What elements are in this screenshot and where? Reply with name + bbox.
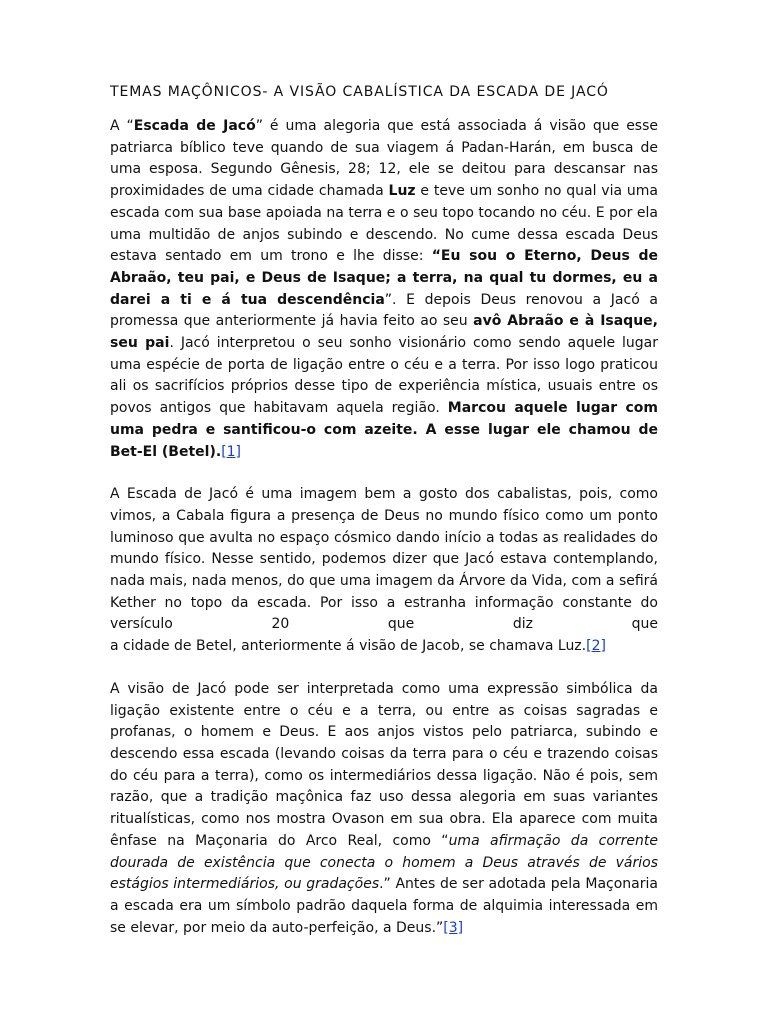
p1-bold-4: avô Abraão e à Isaque, seu pai: [110, 313, 658, 352]
p1-text-5: . Jacó interpretou o seu sonho visionário como sendo aquele lugar uma espécie de porta de ligação entre o céu e a terra. Por isso logo praticou ali os sacrifícios próprios desse tipo de experiência mística, usuais entre os povos antigos que habitavam aquela região.: [110, 335, 658, 417]
footnote-link-3[interactable]: [3]: [443, 919, 464, 936]
p3-text-1: A visão de Jacó pode ser interpretada como uma expressão simbólica da ligação existente entre o céu e a terra, ou entre as coisas sagradas e profanas, o homem e Deus. E aos anjos vistos pelo patriarca, subindo e descendo essa escada (levando coisas da terra para o céu e trazendo coisas do céu para a terra), como os intermediários dessa ligação. Não é pois, sem razão, que a tradição maçônica faz uso dessa alegoria em suas variantes ritualísticas, como nos mostra Ovason em sua obra. Ela aparece com muita ênfase na Maçonaria do Arco Real, como “: [110, 680, 658, 849]
p3-text-2: .” Antes de ser adotada pela Maçonaria a escada era um símbolo padrão daquela forma de alquimia interessada em se elevar, por meio da auto-perfeição, a Deus.”: [110, 876, 658, 936]
p1-bold-1: Escada de Jacó: [133, 118, 256, 134]
p1-text-1: A “: [110, 118, 134, 134]
document-title: TEMAS MAÇÔNICOS- A VISÃO CABALÍSTICA DA ESCADA DE JACÓ: [110, 84, 609, 100]
p1-bold-3: “Eu sou o Eterno, Deus de Abraão, teu pai, e Deus de Isaque; a terra, na qual tu dormes, eu a darei a ti e á tua descendência: [110, 248, 658, 308]
p1-text-3: e teve um sonho no qual via uma escada com sua base apoiada na terra e o seu topo tocando no céu. E por ela uma multidão de anjos subindo e descendo. No cume dessa escada Deus estava sentado em um trono e lhe disse:: [110, 183, 658, 265]
p1-text-2: ” é uma alegoria que está associada á visão que esse patriarca bíblico teve quando de sua viagem á Padan-Harán, em busca de uma esposa. Segundo Gênesis, 28; 12, ele se deitou para descansar nas proximidades de uma cidade chamada: [110, 118, 659, 200]
p3-italic-quote: uma afirmação da corrente dourada de existência que conecta o homem a Deus através de vários estágios intermediários, ou gradações: [110, 832, 658, 893]
p1-bold-5: Marcou aquele lugar com uma pedra e santificou-o com azeite. A esse lugar ele chamou de Bet-El (Betel).: [110, 400, 658, 460]
footnote-link-1[interactable]: [1]: [221, 443, 242, 460]
p2-text-1: A Escada de Jacó é uma imagem bem a gosto dos cabalistas, pois, como vimos, a Cabala figura a presença de Deus no mundo físico como um ponto luminoso que avulta no espaço cósmico dando início a todas as realidades do mundo físico. Nesse sentido, podemos dizer que Jacó estava contemplando, nada mais, nada menos, do que uma imagem da Árvore da Vida, com a sefirá Kether no topo da escada. Por isso a estranha informação constante do versículo 20 que diz que: [110, 486, 658, 633]
p1-bold-2: Luz: [388, 183, 416, 200]
footnote-link-2[interactable]: [2]: [586, 638, 606, 655]
paragraph-3: [110, 679, 658, 939]
paragraph-1: [110, 116, 658, 463]
paragraph-2: [110, 484, 658, 658]
p1-text-4: ”. E depois Deus renovou a Jacó a promessa que anteriormente já havia feito ao seu: [110, 291, 659, 330]
p2-text-2: a cidade de Betel, anteriormente á visão de Jacob, se chamava Luz.: [110, 638, 587, 655]
